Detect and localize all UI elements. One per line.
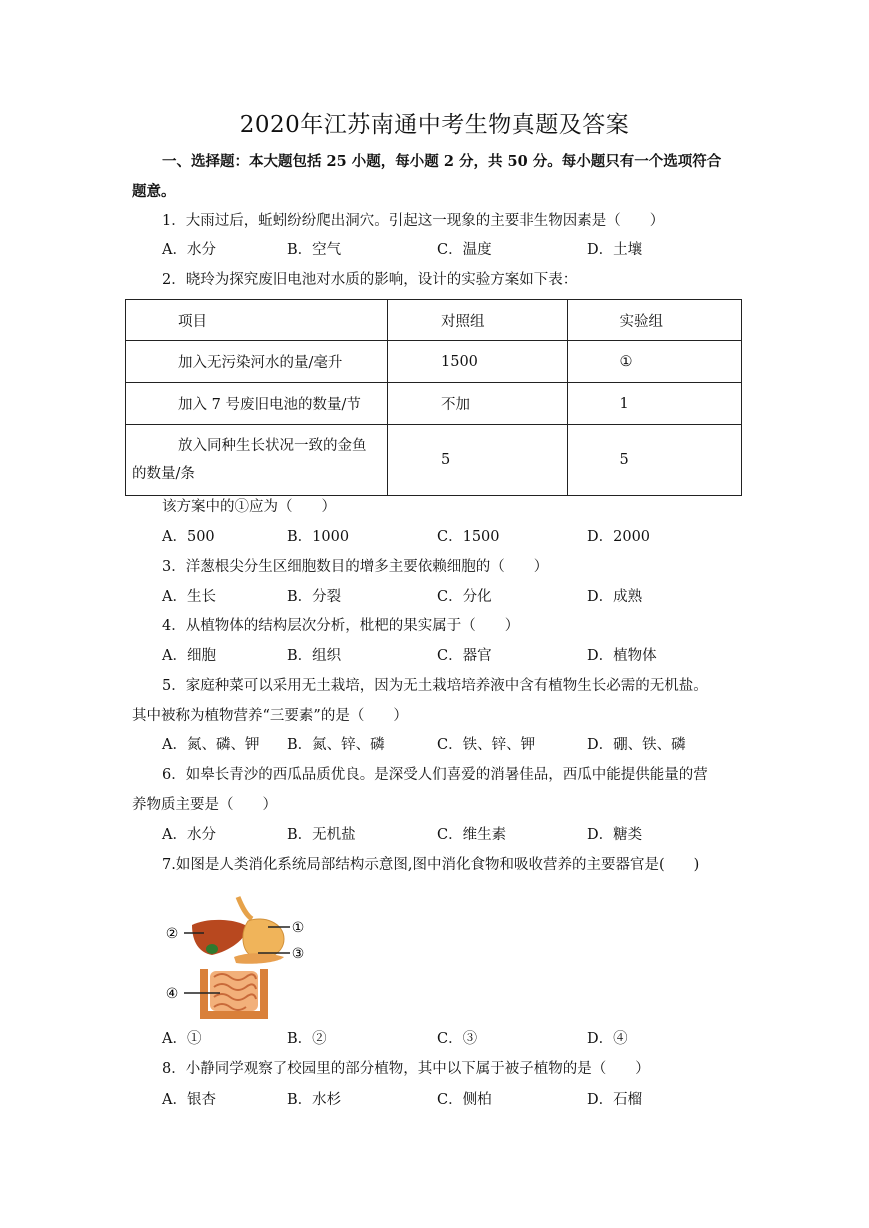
question-3-options	[162, 587, 762, 607]
option-a: A．水分	[162, 827, 216, 843]
figure-label-2: ②	[165, 926, 179, 942]
table-header-row	[126, 300, 742, 341]
question-1-options	[162, 240, 762, 260]
esophagus-shape	[238, 897, 252, 919]
option-d: D．成熟	[587, 589, 643, 605]
option-c: C．1500	[437, 529, 500, 545]
option-b: B．1000	[287, 529, 350, 545]
option-c: C．铁、锌、钾	[437, 737, 536, 753]
option-b: B．无机盐	[287, 827, 356, 843]
table-header: 项目	[178, 313, 207, 330]
option-c: C．器官	[437, 648, 492, 664]
table-cell: 加入无污染河水的量/毫升	[178, 355, 343, 371]
figure-label-1: ①	[291, 920, 305, 936]
question-4-stem: 4．从植物体的结构层次分析，枇杷的果实属于（ ）	[162, 618, 520, 634]
table-row	[126, 425, 742, 496]
section-heading: 一、选择题：本大题包括 25 小题，每小题 2 分，共 50 分。每小题只有一个选项符合	[162, 153, 722, 170]
question-5-stem: 5．家庭种菜可以采用无土栽培，因为无土栽培培养液中含有植物生长必需的无机盐。	[162, 678, 708, 694]
question-5-stem-continued: 其中被称为植物营养“三要素”的是（ ）	[132, 708, 408, 724]
option-a: A．氮、磷、钾	[162, 737, 260, 753]
figure-label-4: ④	[165, 986, 179, 1002]
table-cell: 加入 7 号废旧电池的数量/节	[178, 397, 361, 413]
option-d: D．硼、铁、磷	[587, 737, 686, 753]
table-cell: 1500	[441, 353, 478, 370]
table-cell: 5	[619, 452, 629, 468]
table-cell: ①	[619, 353, 633, 370]
option-a: A．水分	[162, 242, 216, 258]
question-2-followup: 该方案中的①应为（ ）	[162, 499, 336, 515]
gallbladder-shape	[206, 944, 218, 954]
section-heading-continued: 题意。	[132, 183, 176, 200]
option-c: C．侧柏	[437, 1092, 492, 1108]
digestive-system-figure	[160, 893, 310, 1023]
table-cell-continued: 的数量/条	[132, 466, 195, 482]
question-1-stem: 1．大雨过后，蚯蚓纷纷爬出洞穴。引起这一现象的主要非生物因素是（ ）	[162, 213, 665, 229]
option-b: B．组织	[287, 648, 342, 664]
table-cell: 5	[441, 452, 451, 468]
question-7-options	[162, 1029, 762, 1049]
option-c: C．温度	[437, 242, 492, 258]
table-cell: 1	[619, 395, 629, 412]
option-a: A．细胞	[162, 648, 216, 664]
option-b: B．空气	[287, 242, 342, 258]
option-c: C．③	[437, 1031, 478, 1047]
option-b: B．水杉	[287, 1092, 342, 1108]
pancreas-shape	[234, 953, 284, 964]
page-title: 2020年江苏南通中考生物真题及答案	[239, 112, 630, 138]
question-3-stem: 3．洋葱根尖分生区细胞数目的增多主要依赖细胞的（ ）	[162, 559, 549, 575]
option-a: A．银杏	[162, 1092, 216, 1108]
table-cell: 放入同种生长状况一致的金鱼	[178, 438, 367, 454]
question-2-stem: 2．晓玲为探究废旧电池对水质的影响，设计的实验方案如下表：	[162, 272, 578, 288]
option-d: D．2000	[587, 529, 651, 545]
option-a: A．①	[162, 1031, 202, 1047]
question-7-stem: 7.如图是人类消化系统局部结构示意图,图中消化食物和吸收营养的主要器官是( )	[162, 857, 700, 873]
question-5-options	[162, 735, 762, 755]
option-c: C．分化	[437, 589, 492, 605]
table-row	[126, 383, 742, 425]
option-b: B．氮、锌、磷	[287, 737, 385, 753]
table-row	[126, 341, 742, 383]
option-d: D．糖类	[587, 827, 643, 843]
option-d: D．土壤	[587, 242, 643, 258]
question-4-options	[162, 646, 762, 666]
experiment-table	[125, 299, 742, 496]
liver-shape	[192, 920, 248, 955]
question-6-stem: 6．如皋长青沙的西瓜品质优良。是深受人们喜爱的消暑佳品，西瓜中能提供能量的营	[162, 767, 708, 783]
option-b: B．②	[287, 1031, 327, 1047]
table-header: 实验组	[619, 313, 664, 330]
option-a: A．生长	[162, 589, 216, 605]
option-d: D．植物体	[587, 648, 657, 664]
option-d: D．④	[587, 1031, 628, 1047]
figure-label-3: ③	[291, 946, 305, 962]
table-cell: 不加	[441, 397, 470, 413]
question-8-options	[162, 1090, 762, 1110]
question-2-options	[162, 527, 762, 547]
question-8-stem: 8．小静同学观察了校园里的部分植物，其中以下属于被子植物的是（ ）	[162, 1061, 650, 1077]
question-6-options	[162, 825, 762, 845]
option-d: D．石榴	[587, 1092, 643, 1108]
option-c: C．维生素	[437, 827, 507, 843]
table-header: 对照组	[441, 313, 485, 330]
option-a: A．500	[162, 529, 215, 545]
option-b: B．分裂	[287, 589, 342, 605]
question-6-stem-continued: 养物质主要是（ ）	[132, 797, 277, 813]
